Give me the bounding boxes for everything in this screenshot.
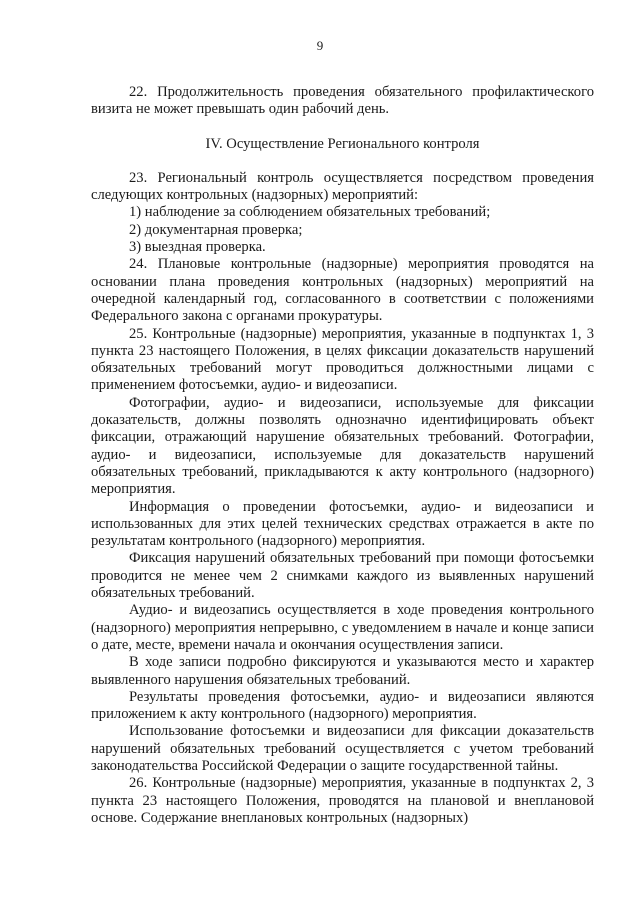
paragraph-22: 22. Продолжительность проведения обязательного профилактического визита не может превышать один рабочий день. [91,84,594,118]
list-item-2: 2) документарная проверка; [129,221,303,238]
list-item-3: 3) выездная проверка. [129,239,266,256]
paragraph-results: Результаты проведения фотосъемки, аудио- и видеозаписи являются приложением к акту контрольного (надзорного) мероприятия. [91,688,594,723]
page-number: 9 [316,38,324,53]
paragraph-record-details: В ходе записи подробно фиксируются и указываются место и характер выявленного нарушения обязательных требований. [91,654,594,688]
paragraph-recording: Аудио- и видеозапись осуществляется в ходе проведения контрольного (надзорного) мероприятия непрерывно, с уведомлением в начале и конце записи о дате, месте, времени начала и окончания осуществления записи. [91,602,594,653]
paragraph-25: 25. Контрольные (надзорные) мероприятия, указанные в подпунктах 1, 3 пункта 23 настоящего Положения, в целях фиксации доказательств нарушений обязательных требований могут проводиться должностными лицами с применением фотосъемки, аудио- и видеозаписи. [91,325,594,394]
paragraph-photos: Фотографии, аудио- и видеозаписи, используемые для фиксации доказательств, должны позволять однозначно идентифицировать объект фиксации, отражающий нарушение обязательных требований. Фотографии, аудио- и видеозаписи, используемые для доказательств нарушений обязательных требований, прикладываются к акту контрольного (надзорного) мероприятия. [91,394,594,498]
document-body [91,84,594,827]
list-item-1: 1) наблюдение за соблюдением обязательных требований; [129,204,491,221]
paragraph-state-secret: Использование фотосъемки и видеозаписи для фиксации доказательств нарушений обязательных требований осуществляется с учетом требований законодательства Российской Федерации о защите государственной тайны. [91,723,594,774]
section-heading: IV. Осуществление Регионального контроля [205,135,480,152]
paragraph-26: 26. Контрольные (надзорные) мероприятия, указанные в подпунктах 2, 3 пункта 23 настоящего Положения, проводятся на плановой и внеплановой основе. Содержание внеплановых контрольных (надзорных) [91,775,594,826]
paragraph-info: Информация о проведении фотосъемки, аудио- и видеозаписи и использованных для этих целей технических средствах отражается в акте по результатам контрольного (надзорного) мероприятия. [91,498,594,550]
paragraph-24: 24. Плановые контрольные (надзорные) мероприятия проводятся на основании плана проведения контрольных (надзорных) мероприятий на очередной календарный год, согласованного в соответствии с положениями Федерального закона с органами прокуратуры. [91,256,594,325]
paragraph-23: 23. Региональный контроль осуществляется посредством проведения следующих контрольных (надзорных) мероприятий: [91,169,594,204]
paragraph-fixation: Фиксация нарушений обязательных требований при помощи фотосъемки проводится не менее чем 2 снимками каждого из выявленных нарушений обязательных требований. [91,550,594,602]
